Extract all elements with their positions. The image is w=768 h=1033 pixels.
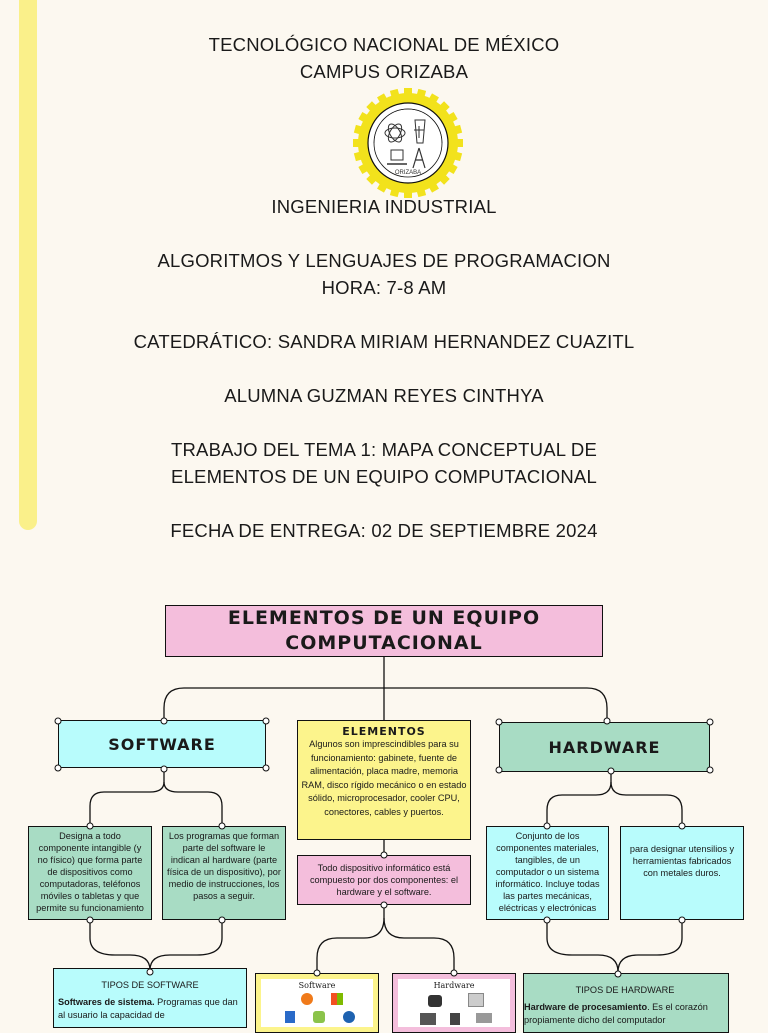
elements-text: Algunos son imprescindibles para su funcionamiento: gabinete, fuente de alimentación, placa madre, memoria RAM, disco rígido mecánico o en estado sólido, microprocesador, cooler CPU, conectores, cables y puertos. xyxy=(301,739,467,817)
connector-dot xyxy=(381,852,388,859)
browser-icon xyxy=(301,993,313,1005)
career-name: INGENIERIA INDUSTRIAL xyxy=(271,196,497,217)
connector-dot xyxy=(161,766,168,773)
camera-icon xyxy=(428,995,442,1007)
connector-dot xyxy=(451,970,458,977)
hardware-definition-2: para designar utensilios y herramientas fabricados con metales duros. xyxy=(620,826,744,920)
monitor-icon xyxy=(420,1013,436,1025)
globe-icon xyxy=(343,1011,355,1023)
connector-dot xyxy=(707,767,714,774)
connector-dot xyxy=(263,718,270,725)
elements-box xyxy=(297,720,471,840)
hardware-types-bold: Hardware de procesamiento xyxy=(524,1002,648,1012)
software-definition-2: Los programas que forman parte del software le indican al hardware (parte física de un dispositivo), por medio de instrucciones, los pasos a seguir. xyxy=(162,826,286,920)
institution-name: TECNOLÓGICO NACIONAL DE MÉXICO xyxy=(208,34,560,55)
connector-dot xyxy=(314,970,321,977)
connector-dot xyxy=(263,765,270,772)
software-types-text xyxy=(58,996,242,1022)
connector-dot xyxy=(544,823,551,830)
software-image xyxy=(261,979,373,1027)
software-image-label: Software xyxy=(298,981,336,990)
connector-dot xyxy=(147,969,154,976)
hardware-types-text xyxy=(524,1001,726,1027)
assignment-title-line2: ELEMENTOS DE UN EQUIPO COMPUTACIONAL xyxy=(171,466,597,487)
schedule-text: HORA: 7-8 AM xyxy=(321,277,447,298)
assignment-title-line1: TRABAJO DEL TEMA 1: MAPA CONCEPTUAL DE xyxy=(170,439,597,460)
connector-dot xyxy=(615,971,622,978)
software-types-desc: Programas que dan al usuario la capacidad de xyxy=(58,997,238,1020)
campus-name: CAMPUS ORIZABA xyxy=(299,61,469,82)
software-definition-1: Designa a todo componente intangible (y no físico) que forma parte de dispositivos como computadoras, teléfonos móviles o tabletas y que permite su funcionamiento xyxy=(28,826,152,920)
hardware-definition-1: Conjunto de los componentes materiales, tangibles, de un computador o un sistema informático. Incluye todas las partes mecánicas, eléctricas y electrónicas xyxy=(486,826,609,920)
student-name: ALUMNA GUZMAN REYES CINTHYA xyxy=(224,385,544,406)
connector-dot xyxy=(679,823,686,830)
hardware-types-box xyxy=(523,973,729,1033)
app-icon xyxy=(285,1011,295,1023)
subject-name: ALGORITMOS Y LENGUAJES DE PROGRAMACION xyxy=(157,250,611,271)
printer-icon xyxy=(468,993,484,1007)
keyboard-icon xyxy=(476,1013,492,1023)
connector-dot xyxy=(604,718,611,725)
connector-dot xyxy=(87,917,94,924)
hardware-types-title: TIPOS DE HARDWARE xyxy=(575,985,675,995)
android-icon xyxy=(313,1011,325,1023)
connector-dot xyxy=(496,767,503,774)
windows-icon xyxy=(331,993,343,1005)
connector-dot xyxy=(219,823,226,830)
connector-dot xyxy=(679,917,686,924)
hardware-types-desc: . Es el corazón propiamente dicho del computador xyxy=(524,1002,708,1025)
floppy-icon xyxy=(450,1013,460,1025)
connector-dot xyxy=(608,768,615,775)
connector-dot xyxy=(544,917,551,924)
connector-dot xyxy=(55,765,62,772)
due-date: FECHA DE ENTREGA: 02 DE SEPTIEMBRE 2024 xyxy=(170,520,598,541)
hardware-image-card xyxy=(392,973,516,1033)
hardware-header: HARDWARE xyxy=(499,722,710,772)
connector-dot xyxy=(161,718,168,725)
software-image-card xyxy=(255,973,379,1033)
connector-dot xyxy=(496,719,503,726)
hardware-image-label: Hardware xyxy=(433,981,475,990)
software-types-box xyxy=(53,968,247,1028)
connector-dot xyxy=(707,719,714,726)
hardware-image xyxy=(398,979,510,1027)
software-types-bold: Softwares de sistema. xyxy=(58,997,155,1007)
connector-dot xyxy=(55,718,62,725)
svg-text:ORIZABA: ORIZABA xyxy=(394,170,422,176)
map-title: ELEMENTOS DE UN EQUIPO COMPUTACIONAL xyxy=(165,605,603,657)
connector-dot xyxy=(219,917,226,924)
components-box: Todo dispositivo informático está compuesto por dos componentes: el hardware y el software. xyxy=(297,855,471,905)
software-header: SOFTWARE xyxy=(58,720,266,768)
elements-header: ELEMENTOS xyxy=(342,725,426,738)
software-types-title: TIPOS DE SOFTWARE xyxy=(101,980,199,990)
connector-dot xyxy=(87,823,94,830)
connector-dot xyxy=(381,902,388,909)
teacher-name: CATEDRÁTICO: SANDRA MIRIAM HERNANDEZ CUAZITL xyxy=(133,331,635,352)
